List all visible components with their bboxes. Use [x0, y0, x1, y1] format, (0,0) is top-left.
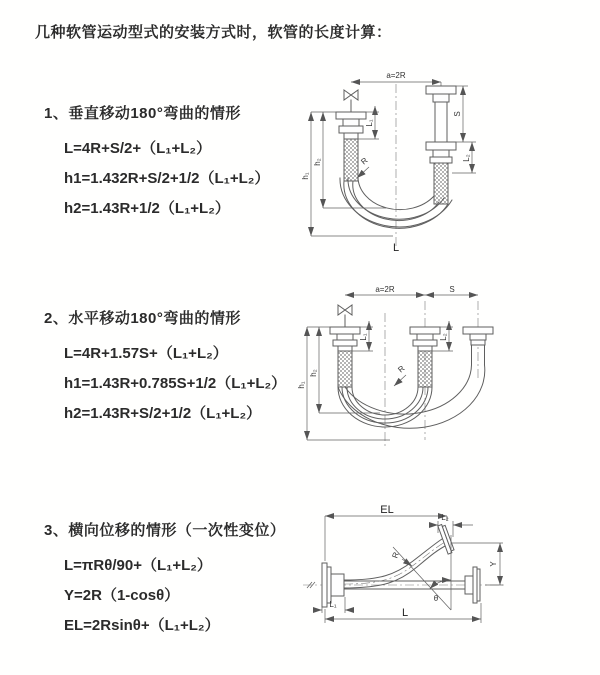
top-flange — [438, 524, 455, 555]
section-lateral-displacement — [44, 519, 285, 641]
formula-EL: EL=2Rsinθ+（L₁+L₂） — [64, 617, 220, 634]
dim-label-a2r: a=2R — [386, 71, 406, 80]
dim-label-R: R — [390, 550, 401, 560]
formula-L: L=πRθ/90+（L₁+L₂） — [64, 557, 212, 574]
page-title: 几种软管运动型式的安装方式时，软管的长度计算： — [35, 24, 392, 41]
section-1-formulas — [64, 134, 269, 224]
radius-leader — [390, 551, 412, 566]
section-2-formulas — [64, 339, 286, 429]
dim-label-L1: L₁ — [365, 119, 374, 127]
dim-label-h1: h₁ — [297, 381, 306, 389]
valve-icon — [344, 90, 358, 112]
dim-EL — [325, 504, 447, 561]
formula-h2: h2=1.43R+1/2（L₁+L₂） — [64, 200, 230, 217]
diagram-horizontal-180-bend — [295, 285, 595, 460]
right-fitting — [426, 86, 456, 204]
radius-leader — [357, 156, 370, 178]
dim-label-L2: L₂ — [462, 154, 471, 162]
dim-label-L1: L₁ — [329, 600, 337, 609]
radius-leader — [394, 364, 407, 386]
section-2-heading: 2、水平移动180°弯曲的情形 — [44, 310, 241, 327]
diagram-lateral-displacement — [295, 503, 595, 663]
left-fitting — [336, 112, 366, 181]
braided-hose-section — [344, 139, 358, 181]
dim-L1 — [358, 106, 379, 139]
dim-label-h2: h₂ — [313, 158, 322, 166]
section-3-formulas — [64, 551, 285, 641]
dim-label-S: S — [453, 111, 462, 117]
dim-label-EL: EL — [380, 504, 394, 516]
dim-label-L: L — [392, 242, 400, 254]
section-vertical-180 — [44, 102, 269, 224]
dim-label-L: L — [401, 607, 409, 619]
section-3-heading: 3、横向位移的情形（一次性变位） — [44, 522, 286, 539]
hose-u-bend — [338, 365, 485, 428]
dim-L2 — [429, 513, 473, 537]
dim-L1 — [313, 597, 354, 613]
formula-h1: h1=1.432R+S/2+1/2（L₁+L₂） — [64, 170, 270, 187]
dim-S — [425, 285, 478, 295]
formula-h1: h1=1.43R+0.785S+1/2（L₁+L₂） — [64, 375, 287, 392]
formula-L: L=4R+1.57S+（L₁+L₂） — [64, 345, 228, 362]
dim-L — [325, 603, 481, 623]
dim-label-R: R — [359, 155, 370, 167]
dim-label-h2: h₂ — [309, 369, 318, 377]
dim-label-L1: L₁ — [359, 333, 368, 341]
braided-hose-section — [434, 163, 448, 204]
dim-label-S: S — [449, 285, 455, 294]
dim-label-a2r: a=2R — [375, 285, 395, 294]
braided-hose-section — [338, 351, 352, 387]
section-1-heading: 1、垂直移动180°弯曲的情形 — [44, 105, 241, 122]
dim-label-L2: L₂ — [441, 513, 449, 522]
middle-fitting — [410, 327, 440, 387]
dim-label-Y: Y — [489, 561, 498, 567]
dim-label-R: R — [396, 363, 407, 375]
formula-L: L=4R+S/2+（L₁+L₂） — [64, 140, 212, 157]
formula-Y: Y=2R（1-cosθ） — [64, 587, 180, 604]
formula-h2: h2=1.43R+S/2+1/2（L₁+L₂） — [64, 405, 262, 422]
dim-label-L2: L₂ — [439, 333, 448, 341]
angle-theta — [393, 535, 451, 610]
dim-a-2R — [345, 285, 425, 295]
left-fitting — [330, 327, 360, 387]
diagram-vertical-180-bend — [293, 66, 493, 261]
section-horizontal-180 — [44, 307, 286, 429]
dim-label-h1: h₁ — [301, 172, 310, 180]
valve-icon — [338, 305, 352, 327]
braided-hose-section — [418, 351, 432, 387]
dim-label-theta: θ — [433, 594, 439, 603]
